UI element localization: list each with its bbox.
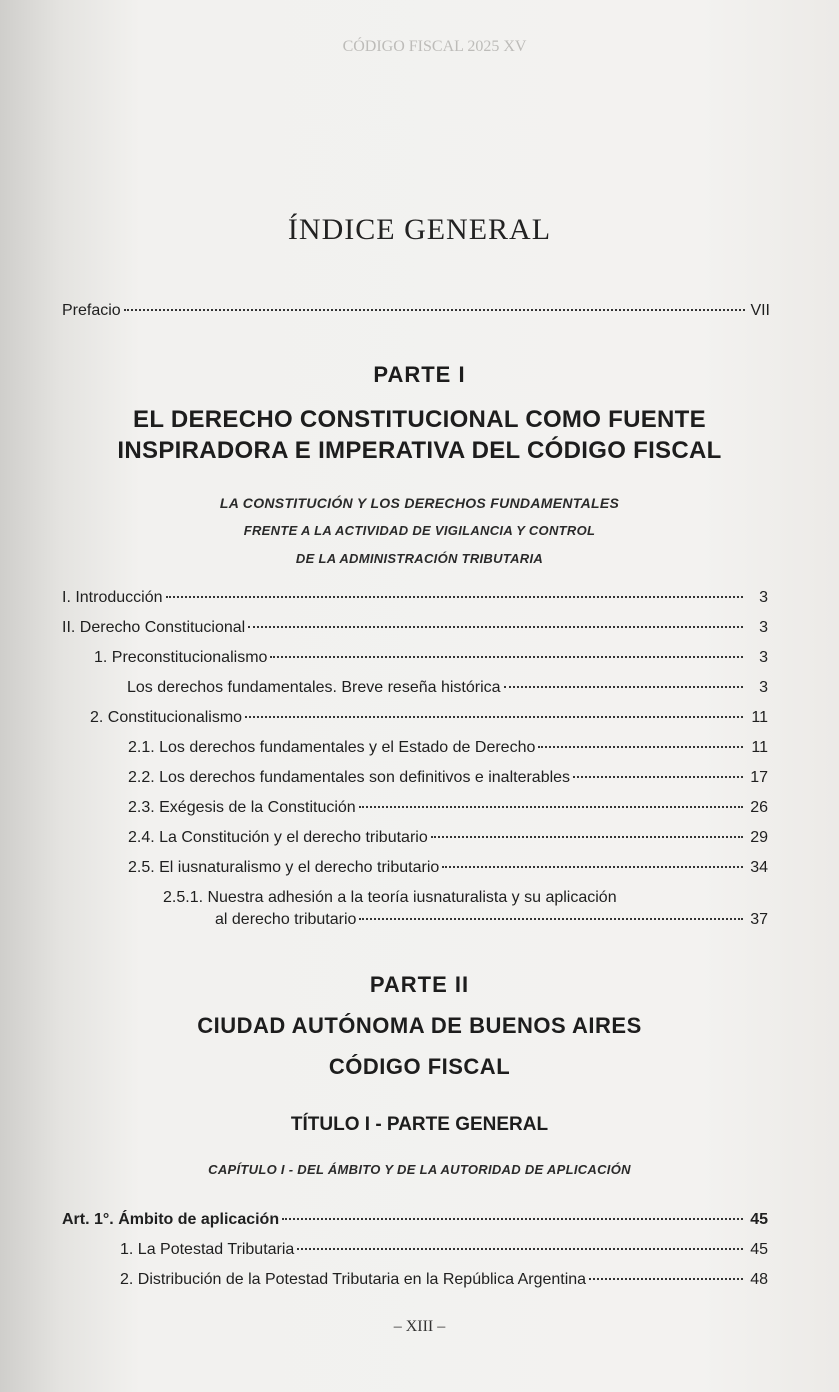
parte-1-subtitle-line-1: LA CONSTITUCIÓN Y LOS DERECHOS FUNDAMENTALES [219,495,620,511]
toc-entry-label: 2. Distribución de la Potestad Tributaria en la República Argentina [120,1271,587,1288]
leader-dots [538,746,743,748]
toc-entry-label: al derecho tributario [215,911,357,928]
leader-dots [359,918,743,920]
toc-page-number: 48 [750,1271,768,1288]
leader-dots [124,309,745,311]
toc-entry-label: 2.3. Exégesis de la Constitución [128,799,356,816]
parte-1-heading: PARTE I [373,362,466,387]
leader-dots [504,686,743,688]
leader-dots [359,806,743,808]
toc-entry-label: 2.5. El iusnaturalismo y el derecho tributario [128,859,440,876]
toc-page-number: 26 [750,799,768,816]
leader-dots [573,776,743,778]
toc-entry-label: 2.1. Los derechos fundamentales y el Estado de Derecho [128,739,536,756]
toc-entry-label: Prefacio [62,302,121,319]
toc-entry[interactable] [128,857,768,879]
leader-dots [297,1248,743,1250]
page-footer-number: – XIII – [393,1318,446,1335]
toc-entry[interactable] [94,647,768,669]
titulo-heading: TÍTULO I - PARTE GENERAL [290,1114,549,1135]
toc-entry[interactable] [62,617,768,639]
toc-entry[interactable] [128,797,768,819]
parte-1-subtitle-line-2: FRENTE A LA ACTIVIDAD DE VIGILANCIA Y CONTROL [243,523,596,538]
toc-page-number: 17 [750,769,768,786]
toc-entry-prefacio[interactable] [62,300,770,322]
toc-entry[interactable] [62,587,768,609]
toc-entry-label: 2.2. Los derechos fundamentales son definitivos e inalterables [128,769,571,786]
toc-entry-label: 2. Constitucionalismo [90,709,243,726]
parte-2-heading: PARTE II [369,972,470,997]
toc-entry[interactable] [128,827,768,849]
toc-entry-label: Art. 1°. Ámbito de aplicación [62,1211,280,1228]
toc-entry-label: Los derechos fundamentales. Breve reseña histórica [127,679,501,696]
toc-entry-label: I. Introducción [62,589,163,606]
toc-entry-251[interactable] [215,909,768,931]
bleed-through-header: CÓDIGO FISCAL 2025 XV [342,38,527,55]
toc-page-number: 45 [750,1241,768,1258]
toc-entry[interactable] [128,737,768,759]
leader-dots [442,866,743,868]
toc-page-number: 11 [751,739,768,756]
page-title: ÍNDICE GENERAL [287,213,552,246]
toc-page-number: 34 [750,859,768,876]
parte-1-title-line-1: EL DERECHO CONSTITUCIONAL COMO FUENTE [133,406,706,433]
parte-1-title-line-2: INSPIRADORA E IMPERATIVA DEL CÓDIGO FISCAL [117,437,722,464]
capitulo-heading: CAPÍTULO I - DEL ÁMBITO Y DE LA AUTORIDAD DE APLICACIÓN [208,1162,631,1177]
toc-entry-label: 1. Preconstitucionalismo [94,649,268,666]
leader-dots [166,596,744,598]
toc-page-number: 11 [751,709,768,726]
parte-2-title-line-2: CÓDIGO FISCAL [328,1054,511,1079]
leader-dots [245,716,743,718]
leader-dots [270,656,743,658]
toc-entry-label: 1. La Potestad Tributaria [120,1241,295,1258]
toc-page-number: 3 [759,649,768,666]
toc-entry[interactable] [120,1239,768,1261]
toc-entry[interactable] [90,707,768,729]
toc-entry-251-line-1: 2.5.1. Nuestra adhesión a la teoría iusnaturalista y su aplicación [163,889,617,906]
parte-2-title-line-1: CIUDAD AUTÓNOMA DE BUENOS AIRES [197,1013,642,1038]
leader-dots [589,1278,743,1280]
toc-page-number: 29 [750,829,768,846]
toc-entry-label: II. Derecho Constitucional [62,619,246,636]
toc-entry[interactable] [127,677,768,699]
toc-page-number: 37 [750,911,768,928]
toc-page-number: 45 [750,1211,768,1228]
leader-dots [248,626,743,628]
toc-entry-article[interactable] [62,1209,768,1231]
toc-entry[interactable] [128,767,768,789]
toc-page-number: 3 [759,619,768,636]
toc-page-number: VII [750,302,770,319]
leader-dots [431,836,743,838]
leader-dots [282,1218,743,1220]
toc-page-number: 3 [759,589,768,606]
toc-entry-label: 2.4. La Constitución y el derecho tributario [128,829,428,846]
parte-1-subtitle-line-3: DE LA ADMINISTRACIÓN TRIBUTARIA [295,551,544,566]
toc-page-number: 3 [759,679,768,696]
toc-entry[interactable] [120,1269,768,1291]
